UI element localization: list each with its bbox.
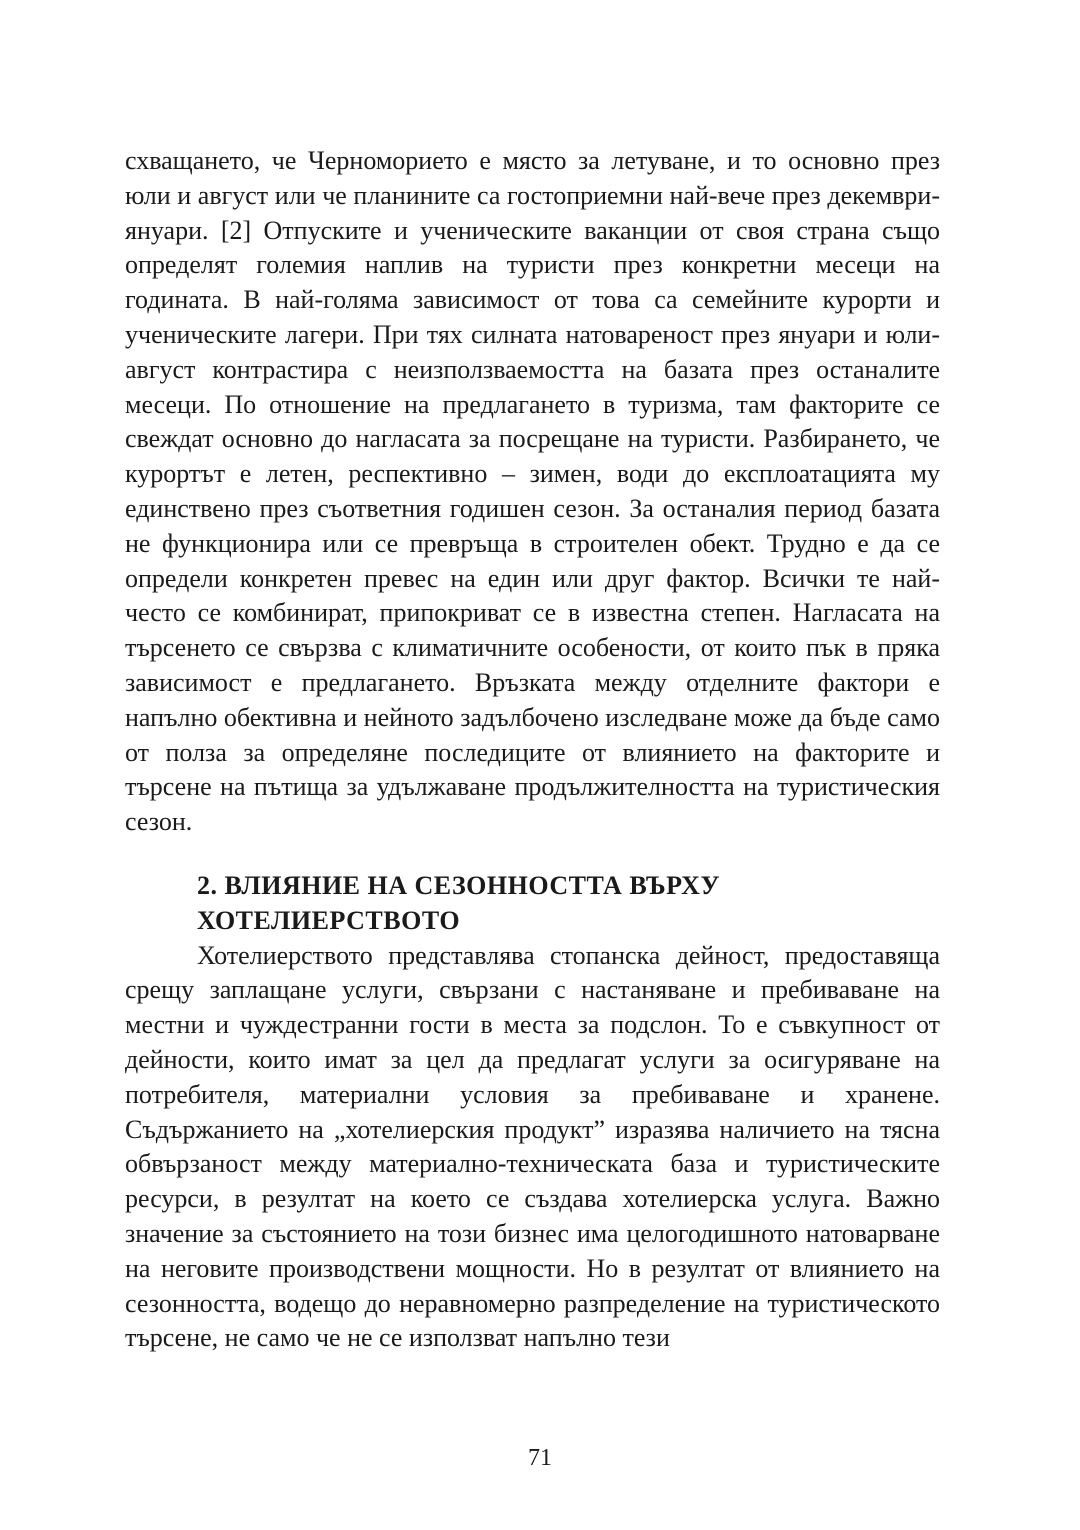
body-paragraph: Хотелиерството представлява стопанска дейност, предоставяща срещу заплащане услуги, свързани с настаняване и пребиваване на местни и чуждестранни гости в места за подслон. То е съвкупност от дейности, които имат за цел да предлагат услуги за осигуряване на потребителя, материални условия за пребиваване и хранене. Съдържанието на „хотелиерския продукт” изразява наличието на тясна обвързаност между материално-техническата база и туристическите ресурси, в резултат на което се създава хотелиерска услуга. Важно значение за състоянието на този бизнес има целогодишното натоварване на неговите производствени мощности. Но в резултат от влиянието на сезонността, водещо до неравномерно разпределение на туристическото търсене, не само че не се използват напълно тези (125, 940, 940, 1353)
body-paragraph: схващането, че Черноморието е място за летуване, и то основно през юли и август или че планините са гостоприемни най-вече през декември-януари. [2] Отпуските и ученическите ваканции от своя страна също определят големия наплив на туристи през конкретни месеци на годината. В най-голяма зависимост от това са семейните курорти и ученическите лагери. При тях силната натовареност през януари и юли-август контрастира с неизползваемостта на базата през останалите месеци. По отношение на предлагането в туризма, там факторите се свеждат основно до нагласата за посрещане на туристи. Разбирането, че курортът е летен, респективно – зимен, води до експлоатацията му единствено през съответния годишен сезон. За останалия период базата не функционира или се превръща в строителен обект. Трудно е да се определи конкретен превес на един или друг фактор. Всички те най-често се комбинират, припокриват се в известна степен. Нагласата на търсенето се свързва с климатичните особености, от които пък в пряка зависимост е предлагането. Връзката между отделните фактори е напълно обективна и нейното задълбочено изследване може да бъде само от полза за определяне последиците от влиянието на факторите и търсене на пътища за удължаване продължителността на туристическия сезон. (125, 146, 940, 837)
section-heading-line: ХОТЕЛИЕРСТВОТО (197, 905, 461, 935)
section-heading-line: 2. ВЛИЯНИЕ НА СЕЗОННОСТТА ВЪРХУ (197, 870, 721, 900)
page-body (125, 144, 940, 1356)
page-number: 71 (528, 1445, 552, 1471)
section-heading (197, 869, 940, 939)
